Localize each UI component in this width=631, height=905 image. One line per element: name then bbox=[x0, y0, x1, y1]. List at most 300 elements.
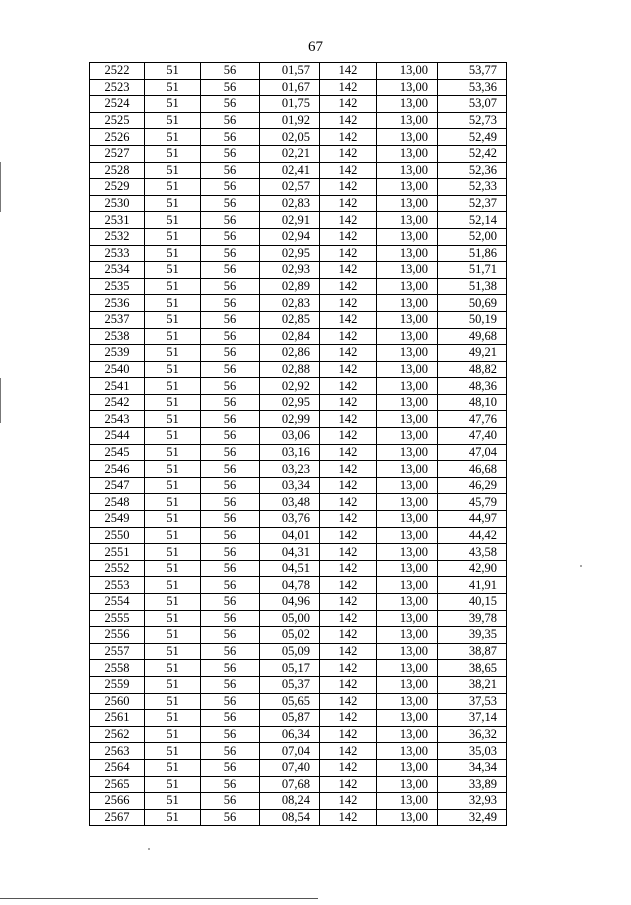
table-cell: 56 bbox=[201, 693, 260, 710]
table-cell: 13,00 bbox=[377, 544, 438, 561]
table-cell: 02,83 bbox=[260, 295, 320, 312]
table-row bbox=[90, 660, 507, 677]
table-cell: 2534 bbox=[90, 262, 145, 279]
table-cell: 51 bbox=[145, 693, 201, 710]
table-cell: 13,00 bbox=[377, 676, 438, 693]
table-cell: 13,00 bbox=[377, 743, 438, 760]
page-number: 67 bbox=[308, 39, 323, 55]
table-cell: 2551 bbox=[90, 544, 145, 561]
table-cell: 142 bbox=[320, 278, 377, 295]
scan-margin-mark bbox=[0, 378, 1, 423]
table-cell: 07,68 bbox=[260, 776, 320, 793]
table-cell: 02,88 bbox=[260, 361, 320, 378]
table-cell: 142 bbox=[320, 378, 377, 395]
table-cell: 02,83 bbox=[260, 195, 320, 212]
table-cell: 2560 bbox=[90, 693, 145, 710]
table-row bbox=[90, 560, 507, 577]
table-cell: 56 bbox=[201, 577, 260, 594]
table-cell: 2558 bbox=[90, 660, 145, 677]
table-cell: 142 bbox=[320, 311, 377, 328]
table-cell: 51 bbox=[145, 511, 201, 528]
table-cell: 142 bbox=[320, 96, 377, 113]
table-row bbox=[90, 278, 507, 295]
table-cell: 2540 bbox=[90, 361, 145, 378]
table-cell: 52,49 bbox=[438, 129, 507, 146]
table-cell: 37,53 bbox=[438, 693, 507, 710]
table-cell: 13,00 bbox=[377, 328, 438, 345]
table-cell: 142 bbox=[320, 361, 377, 378]
table-cell: 2525 bbox=[90, 112, 145, 129]
table-cell: 51 bbox=[145, 195, 201, 212]
table-cell: 2539 bbox=[90, 345, 145, 362]
table-cell: 51 bbox=[145, 345, 201, 362]
table-cell: 13,00 bbox=[377, 660, 438, 677]
table-row bbox=[90, 743, 507, 760]
table-cell: 56 bbox=[201, 660, 260, 677]
table-cell: 49,68 bbox=[438, 328, 507, 345]
table-cell: 142 bbox=[320, 693, 377, 710]
table-cell: 02,21 bbox=[260, 145, 320, 162]
table-cell: 13,00 bbox=[377, 295, 438, 312]
table-cell: 56 bbox=[201, 63, 260, 80]
table-row bbox=[90, 809, 507, 826]
table-cell: 02,41 bbox=[260, 162, 320, 179]
table-cell: 56 bbox=[201, 79, 260, 96]
data-table bbox=[89, 62, 507, 826]
table-cell: 142 bbox=[320, 560, 377, 577]
table-cell: 13,00 bbox=[377, 145, 438, 162]
table-cell: 51 bbox=[145, 212, 201, 229]
table-row bbox=[90, 96, 507, 113]
table-cell: 142 bbox=[320, 594, 377, 611]
table-cell: 2548 bbox=[90, 494, 145, 511]
table-cell: 05,09 bbox=[260, 643, 320, 660]
table-cell: 47,76 bbox=[438, 411, 507, 428]
table-cell: 05,37 bbox=[260, 676, 320, 693]
table-cell: 56 bbox=[201, 361, 260, 378]
table-cell: 56 bbox=[201, 544, 260, 561]
table-cell: 56 bbox=[201, 411, 260, 428]
table-row bbox=[90, 511, 507, 528]
table-cell: 05,17 bbox=[260, 660, 320, 677]
table-cell: 56 bbox=[201, 610, 260, 627]
table-cell: 51 bbox=[145, 378, 201, 395]
table-cell: 51 bbox=[145, 262, 201, 279]
table-cell: 02,95 bbox=[260, 394, 320, 411]
table-cell: 13,00 bbox=[377, 96, 438, 113]
table-row bbox=[90, 394, 507, 411]
table-cell: 56 bbox=[201, 195, 260, 212]
table-cell: 142 bbox=[320, 411, 377, 428]
table-cell: 142 bbox=[320, 743, 377, 760]
table-cell: 13,00 bbox=[377, 179, 438, 196]
table-cell: 142 bbox=[320, 212, 377, 229]
table-cell: 56 bbox=[201, 477, 260, 494]
table-cell: 142 bbox=[320, 627, 377, 644]
table-row bbox=[90, 627, 507, 644]
table-cell: 56 bbox=[201, 228, 260, 245]
table-cell: 01,57 bbox=[260, 63, 320, 80]
table-cell: 39,35 bbox=[438, 627, 507, 644]
table-cell: 2522 bbox=[90, 63, 145, 80]
table-row bbox=[90, 477, 507, 494]
table-cell: 142 bbox=[320, 710, 377, 727]
table-cell: 142 bbox=[320, 112, 377, 129]
table-cell: 142 bbox=[320, 809, 377, 826]
table-cell: 52,37 bbox=[438, 195, 507, 212]
table-row bbox=[90, 411, 507, 428]
table-row bbox=[90, 311, 507, 328]
table-cell: 02,05 bbox=[260, 129, 320, 146]
table-cell: 43,58 bbox=[438, 544, 507, 561]
table-cell: 52,36 bbox=[438, 162, 507, 179]
table-cell: 51 bbox=[145, 560, 201, 577]
table-cell: 142 bbox=[320, 295, 377, 312]
table-row bbox=[90, 693, 507, 710]
table-cell: 51,38 bbox=[438, 278, 507, 295]
table-cell: 2552 bbox=[90, 560, 145, 577]
table-cell: 13,00 bbox=[377, 627, 438, 644]
table-cell: 56 bbox=[201, 676, 260, 693]
table-cell: 51 bbox=[145, 278, 201, 295]
table-cell: 2542 bbox=[90, 394, 145, 411]
table-cell: 04,96 bbox=[260, 594, 320, 611]
table-cell: 56 bbox=[201, 311, 260, 328]
table-cell: 07,40 bbox=[260, 759, 320, 776]
table-cell: 42,90 bbox=[438, 560, 507, 577]
table-cell: 05,87 bbox=[260, 710, 320, 727]
table-cell: 142 bbox=[320, 726, 377, 743]
table-cell: 51 bbox=[145, 793, 201, 810]
table-cell: 142 bbox=[320, 577, 377, 594]
table-cell: 51 bbox=[145, 96, 201, 113]
table-cell: 03,23 bbox=[260, 461, 320, 478]
table-cell: 13,00 bbox=[377, 511, 438, 528]
table-cell: 51 bbox=[145, 228, 201, 245]
table-cell: 13,00 bbox=[377, 212, 438, 229]
table-cell: 142 bbox=[320, 511, 377, 528]
table-cell: 51 bbox=[145, 394, 201, 411]
table-cell: 2564 bbox=[90, 759, 145, 776]
table-cell: 48,82 bbox=[438, 361, 507, 378]
table-cell: 02,85 bbox=[260, 311, 320, 328]
table-cell: 56 bbox=[201, 179, 260, 196]
table-cell: 04,78 bbox=[260, 577, 320, 594]
table-cell: 32,49 bbox=[438, 809, 507, 826]
table-cell: 2561 bbox=[90, 710, 145, 727]
table-row bbox=[90, 245, 507, 262]
table-cell: 04,51 bbox=[260, 560, 320, 577]
table-cell: 2523 bbox=[90, 79, 145, 96]
bottom-rule bbox=[0, 898, 318, 899]
table-cell: 50,69 bbox=[438, 295, 507, 312]
table-cell: 142 bbox=[320, 643, 377, 660]
table-row bbox=[90, 444, 507, 461]
table-cell: 142 bbox=[320, 444, 377, 461]
table-cell: 47,40 bbox=[438, 428, 507, 445]
table-row bbox=[90, 378, 507, 395]
table-cell: 56 bbox=[201, 345, 260, 362]
table-cell: 13,00 bbox=[377, 809, 438, 826]
table-cell: 2566 bbox=[90, 793, 145, 810]
table-cell: 13,00 bbox=[377, 560, 438, 577]
table-cell: 13,00 bbox=[377, 228, 438, 245]
table-cell: 13,00 bbox=[377, 311, 438, 328]
table-cell: 34,34 bbox=[438, 759, 507, 776]
table-row bbox=[90, 710, 507, 727]
table-cell: 13,00 bbox=[377, 643, 438, 660]
table-cell: 37,14 bbox=[438, 710, 507, 727]
table-cell: 04,01 bbox=[260, 527, 320, 544]
table-cell: 2554 bbox=[90, 594, 145, 611]
table-row bbox=[90, 643, 507, 660]
table-cell: 2549 bbox=[90, 511, 145, 528]
table-cell: 2536 bbox=[90, 295, 145, 312]
table-cell: 02,93 bbox=[260, 262, 320, 279]
table-cell: 51 bbox=[145, 743, 201, 760]
table-cell: 56 bbox=[201, 759, 260, 776]
table-cell: 2530 bbox=[90, 195, 145, 212]
table-cell: 56 bbox=[201, 145, 260, 162]
table-cell: 56 bbox=[201, 295, 260, 312]
table-cell: 02,57 bbox=[260, 179, 320, 196]
table-cell: 51 bbox=[145, 311, 201, 328]
table-row bbox=[90, 759, 507, 776]
table-cell: 13,00 bbox=[377, 577, 438, 594]
table-cell: 56 bbox=[201, 212, 260, 229]
table-cell: 142 bbox=[320, 179, 377, 196]
table-cell: 01,67 bbox=[260, 79, 320, 96]
table-cell: 56 bbox=[201, 394, 260, 411]
table-cell: 2559 bbox=[90, 676, 145, 693]
table-cell: 51 bbox=[145, 145, 201, 162]
table-cell: 142 bbox=[320, 610, 377, 627]
table-cell: 56 bbox=[201, 129, 260, 146]
table-cell: 51 bbox=[145, 594, 201, 611]
table-cell: 38,21 bbox=[438, 676, 507, 693]
table-cell: 13,00 bbox=[377, 245, 438, 262]
table-cell: 06,34 bbox=[260, 726, 320, 743]
table-cell: 2563 bbox=[90, 743, 145, 760]
table-cell: 03,48 bbox=[260, 494, 320, 511]
table-row bbox=[90, 676, 507, 693]
table-cell: 02,86 bbox=[260, 345, 320, 362]
table-cell: 142 bbox=[320, 79, 377, 96]
table-cell: 52,73 bbox=[438, 112, 507, 129]
table-cell: 56 bbox=[201, 428, 260, 445]
table-cell: 142 bbox=[320, 793, 377, 810]
table-cell: 142 bbox=[320, 461, 377, 478]
table-cell: 13,00 bbox=[377, 710, 438, 727]
table-cell: 51 bbox=[145, 759, 201, 776]
table-cell: 56 bbox=[201, 643, 260, 660]
table-row bbox=[90, 793, 507, 810]
table-cell: 51 bbox=[145, 461, 201, 478]
table-row bbox=[90, 295, 507, 312]
table-row bbox=[90, 162, 507, 179]
table-cell: 13,00 bbox=[377, 411, 438, 428]
table-cell: 13,00 bbox=[377, 345, 438, 362]
table-cell: 02,84 bbox=[260, 328, 320, 345]
table-cell: 13,00 bbox=[377, 129, 438, 146]
table-cell: 51 bbox=[145, 710, 201, 727]
table-cell: 08,54 bbox=[260, 809, 320, 826]
table-cell: 51 bbox=[145, 610, 201, 627]
table-cell: 38,87 bbox=[438, 643, 507, 660]
table-cell: 44,97 bbox=[438, 511, 507, 528]
table-cell: 36,32 bbox=[438, 726, 507, 743]
table-cell: 142 bbox=[320, 759, 377, 776]
table-row bbox=[90, 361, 507, 378]
table-cell: 13,00 bbox=[377, 776, 438, 793]
table-cell: 142 bbox=[320, 63, 377, 80]
table-row bbox=[90, 577, 507, 594]
table-cell: 56 bbox=[201, 328, 260, 345]
table-row bbox=[90, 461, 507, 478]
table-row bbox=[90, 179, 507, 196]
table-cell: 40,15 bbox=[438, 594, 507, 611]
table-cell: 2550 bbox=[90, 527, 145, 544]
table-cell: 13,00 bbox=[377, 262, 438, 279]
table-cell: 13,00 bbox=[377, 361, 438, 378]
table-cell: 02,91 bbox=[260, 212, 320, 229]
scan-speck bbox=[580, 565, 582, 567]
table-cell: 2528 bbox=[90, 162, 145, 179]
table-cell: 51 bbox=[145, 527, 201, 544]
table-cell: 51 bbox=[145, 544, 201, 561]
table-cell: 142 bbox=[320, 228, 377, 245]
table-cell: 142 bbox=[320, 245, 377, 262]
table-cell: 2547 bbox=[90, 477, 145, 494]
table-cell: 53,07 bbox=[438, 96, 507, 113]
table-cell: 56 bbox=[201, 511, 260, 528]
table-cell: 142 bbox=[320, 527, 377, 544]
table-cell: 2557 bbox=[90, 643, 145, 660]
table-cell: 13,00 bbox=[377, 594, 438, 611]
table-cell: 13,00 bbox=[377, 494, 438, 511]
table-cell: 51 bbox=[145, 627, 201, 644]
table-cell: 56 bbox=[201, 793, 260, 810]
table-cell: 51 bbox=[145, 361, 201, 378]
table-cell: 142 bbox=[320, 328, 377, 345]
scan-margin-mark bbox=[0, 162, 1, 212]
table-cell: 13,00 bbox=[377, 162, 438, 179]
table-cell: 2538 bbox=[90, 328, 145, 345]
table-cell: 01,75 bbox=[260, 96, 320, 113]
table-cell: 2541 bbox=[90, 378, 145, 395]
table-cell: 51 bbox=[145, 477, 201, 494]
table-cell: 50,19 bbox=[438, 311, 507, 328]
table-cell: 13,00 bbox=[377, 195, 438, 212]
table-cell: 02,95 bbox=[260, 245, 320, 262]
table-cell: 13,00 bbox=[377, 527, 438, 544]
table-row bbox=[90, 112, 507, 129]
table-cell: 13,00 bbox=[377, 610, 438, 627]
table-cell: 2529 bbox=[90, 179, 145, 196]
table-cell: 32,93 bbox=[438, 793, 507, 810]
table-cell: 51 bbox=[145, 643, 201, 660]
table-cell: 142 bbox=[320, 660, 377, 677]
table-cell: 142 bbox=[320, 162, 377, 179]
table-cell: 142 bbox=[320, 129, 377, 146]
table-body bbox=[90, 63, 507, 826]
table-row bbox=[90, 726, 507, 743]
table-cell: 52,33 bbox=[438, 179, 507, 196]
table-cell: 08,24 bbox=[260, 793, 320, 810]
table-cell: 2544 bbox=[90, 428, 145, 445]
table-cell: 2543 bbox=[90, 411, 145, 428]
table-cell: 51 bbox=[145, 79, 201, 96]
table-cell: 51 bbox=[145, 577, 201, 594]
table-cell: 2553 bbox=[90, 577, 145, 594]
table-row bbox=[90, 610, 507, 627]
table-row bbox=[90, 228, 507, 245]
table-cell: 56 bbox=[201, 594, 260, 611]
table-cell: 142 bbox=[320, 676, 377, 693]
table-cell: 46,29 bbox=[438, 477, 507, 494]
table-cell: 51 bbox=[145, 428, 201, 445]
table-cell: 2524 bbox=[90, 96, 145, 113]
table-cell: 51 bbox=[145, 809, 201, 826]
table-row bbox=[90, 776, 507, 793]
table-cell: 04,31 bbox=[260, 544, 320, 561]
table-cell: 05,00 bbox=[260, 610, 320, 627]
table-cell: 51 bbox=[145, 676, 201, 693]
table-row bbox=[90, 195, 507, 212]
table-cell: 52,42 bbox=[438, 145, 507, 162]
table-cell: 13,00 bbox=[377, 378, 438, 395]
table-cell: 2526 bbox=[90, 129, 145, 146]
table-cell: 56 bbox=[201, 809, 260, 826]
table-cell: 56 bbox=[201, 743, 260, 760]
table-cell: 13,00 bbox=[377, 112, 438, 129]
table-cell: 142 bbox=[320, 345, 377, 362]
table-row bbox=[90, 594, 507, 611]
table-cell: 39,78 bbox=[438, 610, 507, 627]
table-cell: 2535 bbox=[90, 278, 145, 295]
table-cell: 52,00 bbox=[438, 228, 507, 245]
table-cell: 56 bbox=[201, 494, 260, 511]
table-cell: 13,00 bbox=[377, 63, 438, 80]
table-cell: 51 bbox=[145, 726, 201, 743]
table-cell: 46,68 bbox=[438, 461, 507, 478]
table-cell: 56 bbox=[201, 162, 260, 179]
table-cell: 52,14 bbox=[438, 212, 507, 229]
table-cell: 2533 bbox=[90, 245, 145, 262]
table-cell: 13,00 bbox=[377, 428, 438, 445]
table-cell: 13,00 bbox=[377, 278, 438, 295]
table-cell: 142 bbox=[320, 776, 377, 793]
table-cell: 51,86 bbox=[438, 245, 507, 262]
table-cell: 45,79 bbox=[438, 494, 507, 511]
table-cell: 51 bbox=[145, 494, 201, 511]
table-cell: 142 bbox=[320, 544, 377, 561]
table-cell: 56 bbox=[201, 378, 260, 395]
table-cell: 56 bbox=[201, 627, 260, 644]
table-cell: 03,16 bbox=[260, 444, 320, 461]
table-row bbox=[90, 212, 507, 229]
table-cell: 35,03 bbox=[438, 743, 507, 760]
table-cell: 51 bbox=[145, 162, 201, 179]
table-row bbox=[90, 145, 507, 162]
table-cell: 05,02 bbox=[260, 627, 320, 644]
table-cell: 05,65 bbox=[260, 693, 320, 710]
table-cell: 2562 bbox=[90, 726, 145, 743]
table-cell: 56 bbox=[201, 96, 260, 113]
table-row bbox=[90, 79, 507, 96]
table-cell: 13,00 bbox=[377, 79, 438, 96]
table-cell: 51 bbox=[145, 245, 201, 262]
